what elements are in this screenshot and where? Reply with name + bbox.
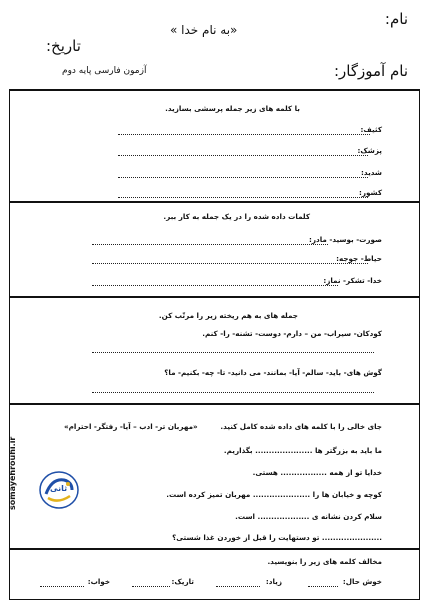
sec2-title: کلمات داده شده را در یک جمله به کار ببر.	[163, 212, 310, 221]
answer-line	[92, 244, 328, 245]
sec2-item-1: صورت- بوسید- مادر:	[309, 235, 382, 244]
frame-left	[9, 89, 10, 600]
date-label: تاریخ:	[46, 37, 81, 55]
exam-title: آزمون فارسی پایه دوم	[62, 66, 147, 76]
sec1-item-4: کشور:	[358, 188, 382, 197]
sec5-item-4: خواب:	[87, 577, 110, 586]
answer-line	[92, 392, 374, 393]
watermark: somayehrouhi.ir	[8, 436, 17, 510]
sec4-item-5: ...................... تو دستهایت را قبل از خوردن غذا شستی؟	[172, 533, 382, 542]
sec1-item-2: پزشک:	[357, 146, 382, 155]
sec2-item-2: حیاط- جوجه:	[336, 254, 382, 263]
sec5-title: مخالف کلمه های زیر را بنویسید.	[267, 557, 382, 566]
frame-top	[9, 89, 420, 91]
answer-line	[92, 263, 368, 264]
divider-3	[9, 403, 420, 405]
divider-2	[9, 296, 420, 298]
answer-line	[92, 352, 374, 353]
sec5-item-1: خوش حال:	[342, 577, 382, 586]
divider-4	[9, 548, 420, 550]
teacher-label: نام آموزگار:	[333, 62, 408, 80]
sec1-item-1: کثیف:	[360, 125, 382, 134]
answer-line	[40, 586, 84, 587]
sec3-item-2: گوش های- باید- سالم- آیا- بمانند- می دانید- تا- چه- بکنیم- ما؟	[164, 368, 382, 377]
sec5-item-3: تاریک:	[171, 577, 194, 586]
name-label: نام:	[384, 10, 408, 28]
divider-1	[9, 201, 420, 203]
answer-line	[118, 177, 368, 178]
sec4-item-2: خدایا تو از همه ................. هستی.	[252, 468, 382, 477]
sec1-item-3: شدید:	[361, 168, 382, 177]
sec4-title: جای خالی را با کلمه های داده شده کامل کنید.	[220, 422, 382, 431]
sec4-item-1: ما باید به بزرگتر ها ..................... بگذاریم.	[223, 446, 382, 455]
answer-line	[308, 586, 338, 587]
sec3-item-1: کودکان- سیراب- من – دارم- دوست- تشنه- را- کنم.	[202, 329, 382, 338]
answer-line	[132, 586, 170, 587]
sec1-title: با کلمه های زیر جمله پرسشی بسازید.	[165, 104, 300, 113]
answer-line	[118, 155, 368, 156]
logo	[38, 470, 80, 510]
logo-text: ثانی	[50, 484, 68, 493]
frame-right	[419, 89, 420, 600]
answer-line	[118, 197, 368, 198]
sec3-title: جمله های به هم ریخته زیر را مرتّب کن.	[158, 311, 298, 320]
frame-bottom	[9, 599, 420, 600]
sec4-item-4: سلام کردن نشانه ی ................... است.	[235, 512, 382, 521]
answer-line	[92, 285, 338, 286]
answer-line	[118, 134, 370, 135]
sec4-item-3: کوچه و خیابان ها را ..................... مهربان تمیز کرده است.	[166, 490, 382, 499]
bism-title: «به نام خدا »	[170, 23, 238, 37]
sec2-item-3: خدا- تشکر- نماز:	[323, 276, 382, 285]
sec4-word-bank: «مهربان تر- ادب – آیا- رفتگر- احترام»	[64, 422, 198, 431]
answer-line	[216, 586, 260, 587]
sec5-item-2: زیاد:	[265, 577, 282, 586]
